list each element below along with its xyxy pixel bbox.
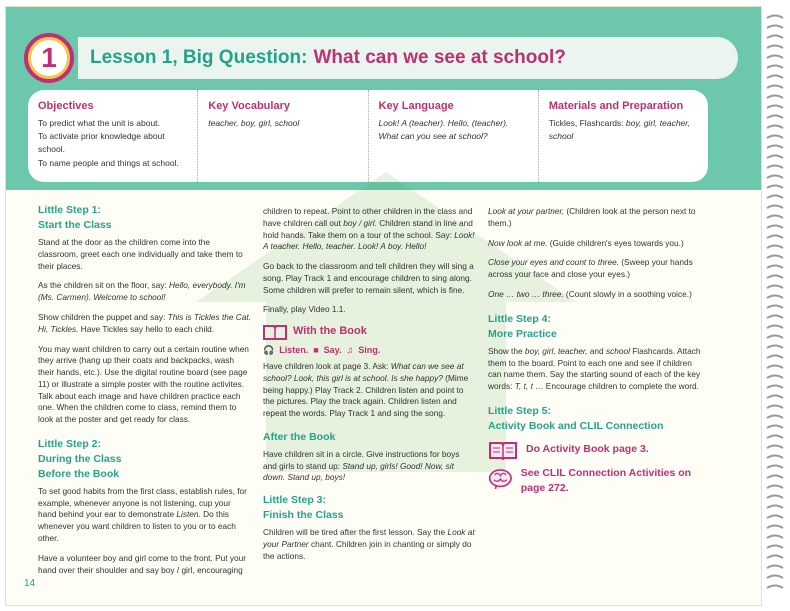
text: (Sweep your hands across your face and close your eyes.) [488, 257, 693, 280]
objectives-heading: Objectives [38, 100, 94, 112]
spiral-coil [767, 556, 783, 559]
lesson-title-bar [78, 37, 738, 79]
materials-column [539, 90, 708, 182]
spiral-coil [767, 146, 783, 149]
lesson-label: Lesson 1, Big Question: [90, 47, 308, 68]
column-3 [488, 206, 703, 502]
lesson-info-box [28, 90, 708, 182]
spiral-coil [767, 36, 783, 39]
text: Show the [488, 345, 525, 356]
text-italic: Close your eyes and count to three. [488, 257, 619, 268]
objective-item: To name people and things at school. [38, 157, 179, 168]
language-text: Look! A (teacher). Hello, (teacher). What can you see at school? [378, 118, 509, 142]
brain-icon [488, 466, 513, 492]
text: and [587, 345, 606, 356]
with-book-heading [263, 324, 475, 340]
text-italic: Look at your partner, [488, 206, 565, 216]
paragraph [38, 312, 251, 336]
materials-text [549, 117, 698, 143]
text-italic: T, t, t … [514, 381, 544, 392]
spiral-coil [767, 296, 783, 299]
text: (Mime being happy.) Play Track 2. Children listen and point to the pictures. Play the track again. Children listen and repeat the words. Play Track 1 and sing the song. [263, 372, 469, 419]
spiral-coil [767, 386, 783, 389]
text: Flashcards. Attach them to the board. Point to each one and see if children can name them. Say the starting sound of each of the key words: [488, 345, 701, 392]
text-italic: boy / girl. [343, 217, 377, 228]
spiral-coil [767, 126, 783, 129]
paragraph [263, 206, 475, 253]
open-book-icon [263, 324, 287, 340]
spiral-coil [767, 266, 783, 269]
spiral-coil [767, 396, 783, 399]
after-book-heading: After the Book [263, 430, 336, 443]
spiral-coil [767, 136, 783, 139]
step4-subtitle: More Practice [488, 327, 557, 340]
with-book-label: With the Book [293, 325, 367, 338]
spiral-coil [767, 166, 783, 169]
text: Have children sit in a circle. Give instructions for boys and girls to stand up: [263, 448, 460, 471]
activity-book-icon [488, 440, 518, 460]
spiral-coil [767, 356, 783, 359]
spiral-coil [767, 316, 783, 319]
spiral-coil [767, 366, 783, 369]
vocabulary-column [198, 90, 368, 182]
spiral-coil [767, 26, 783, 29]
spiral-coil [767, 526, 783, 529]
step1-title: Little Step 1: [38, 204, 102, 216]
spiral-coil [767, 86, 783, 89]
text-italic: Stand up, girls! Good! Now, sit down. Stand up, boys! [263, 460, 454, 483]
vocabulary-heading: Key Vocabulary [208, 100, 290, 112]
page-number: 14 [24, 578, 36, 589]
spiral-coil [767, 286, 783, 289]
column-2 [263, 206, 475, 571]
step2-title: Little Step 2: [38, 437, 102, 450]
spiral-coil [767, 256, 783, 259]
spiral-coil [767, 566, 783, 569]
step2-subtitle-2: Before the Book [38, 468, 120, 480]
paragraph [263, 527, 475, 562]
paragraph [488, 238, 703, 250]
listen-label: Listen. [279, 345, 309, 356]
spiral-coil [767, 406, 783, 409]
text-italic: This is Tickles the Cat. Hi, Tickles. [38, 311, 252, 334]
say-label: Say. [323, 345, 342, 356]
materials-italic: boy, girl, teacher, school [548, 118, 691, 142]
paragraph [263, 361, 475, 420]
text: To set good habits from the first class, establish rules, for example, whenever anyone is not listening, cup your hand behind your ear to demonstrate [38, 485, 247, 520]
text: Encourage children to complete the word. [543, 381, 699, 392]
spiral-coil [767, 196, 783, 199]
text-italic: Look! A teacher. Hello, teacher. Look! A boy. Hello! [263, 229, 475, 252]
spiral-coil [767, 306, 783, 309]
text: Children stand in line and hold hands. Take them on a tour of the school. Say: [263, 217, 473, 240]
lesson-number-badge [24, 33, 74, 83]
spiral-coil [767, 206, 783, 209]
paragraph [38, 280, 251, 304]
spiral-coil [767, 536, 783, 539]
activity-book-text: Do Activity Book page 3. [526, 443, 649, 456]
step3-subtitle: Finish the Class [263, 509, 344, 522]
spiral-coil [767, 586, 783, 589]
objectives-column [28, 90, 198, 182]
spiral-coil [767, 466, 783, 469]
spiral-coil [767, 336, 783, 339]
spiral-coil [767, 376, 783, 379]
spiral-coil [767, 76, 783, 79]
paragraph: Have a volunteer boy and girl come to the front. Put your hand over their shoulder and say boy / girl, encouraging [38, 552, 246, 575]
text-italic: One … two … three. [488, 288, 564, 299]
spiral-coil [767, 176, 783, 179]
paragraph [488, 206, 703, 230]
lesson-number: 1 [41, 42, 57, 73]
language-heading: Key Language [378, 100, 454, 112]
text: Children will be tired after the first lesson. Say the [263, 527, 448, 538]
step5-subtitle: Activity Book and CLIL Connection [488, 419, 664, 432]
text: Have children look at page 3. Ask: [263, 361, 391, 372]
clil-text: See CLIL Connection Activities on page 272. [520, 466, 692, 494]
spiral-coil [767, 216, 783, 219]
step2-subtitle-1: During the Class [38, 453, 122, 466]
paragraph: Go back to the classroom and tell children they will sing a song. Play Track 1 and encourage children to sing along. Some children will prefer to remain silent, which is fine. [263, 261, 474, 295]
spiral-coil [767, 506, 783, 509]
text-italic: Look at your Partner [263, 527, 475, 549]
paragraph: Finally, play Video 1.1. [263, 304, 346, 315]
text-italic: Hello, everybody. I'm (Ms. Carmen). Welcome to school! [38, 280, 246, 303]
step5-title: Little Step 5: [488, 404, 552, 417]
language-column [369, 90, 539, 182]
speech-bubble-icon: ■ [313, 345, 319, 356]
sing-label: Sing. [358, 345, 381, 356]
spiral-coil [767, 436, 783, 439]
headphones-icon: 🎧 [263, 345, 275, 356]
step1-subtitle: Start the Class [38, 219, 112, 232]
spiral-coil [767, 496, 783, 499]
spiral-coil [767, 476, 783, 479]
spiral-coil [767, 416, 783, 419]
spiral-coil [767, 456, 783, 459]
materials-heading: Materials and Preparation [548, 100, 684, 112]
text: Have Tickles say hello to each child. [78, 323, 215, 334]
spiral-coil [767, 116, 783, 119]
text: (Children look at the person next to them.) [488, 206, 696, 228]
paragraph [488, 257, 703, 281]
text: (Count slowly in a soothing voice.) [563, 288, 692, 299]
spiral-coil [767, 16, 783, 19]
spiral-coil [767, 56, 783, 59]
text: (Guide children's eyes towards you.) [547, 237, 684, 248]
spiral-coil [767, 156, 783, 159]
big-question: What can we see at school? [313, 47, 566, 68]
spiral-coil [767, 326, 783, 329]
text-italic: Listen. [176, 509, 201, 520]
vocabulary-text: teacher, boy, girl, school [208, 118, 300, 129]
text: chant. Children join in chanting or simply do the actions. [263, 538, 472, 561]
spiral-coil [767, 446, 783, 449]
text: Show children the puppet and say: [38, 311, 168, 322]
spiral-coil [767, 226, 783, 229]
paragraph: You may want children to carry out a certain routine when they arrive (hang up their coats and backpacks, wash their hands, etc.). Use the digital routine board (see page 11) or illustrate a simple poster with the routine activites. Talk about each image and have children practice each one. When the children come to class, remind them to look at the poster and get ready for class. [38, 343, 249, 425]
paragraph [488, 289, 703, 301]
text-italic: school [605, 345, 630, 356]
spiral-coil [767, 246, 783, 249]
spiral-coil [767, 546, 783, 549]
spiral-coil [767, 186, 783, 189]
materials-plain: Tickles, Flashcards: [548, 118, 626, 129]
spiral-coil [767, 486, 783, 489]
text: Do this whenever you want children to listen to you or to each other. [38, 509, 236, 544]
spiral-coil [767, 96, 783, 99]
spiral-coil [767, 346, 783, 349]
spiral-coil [767, 46, 783, 49]
text: children to repeat. Point to other children in the class and have children call out [263, 206, 473, 228]
spiral-coil [767, 276, 783, 279]
objective-item: To predict what the unit is about. [38, 118, 160, 129]
text-italic: boy, girl, teacher, [524, 345, 588, 356]
spiral-coil [767, 576, 783, 579]
text: As the children sit on the floor, say: [38, 280, 169, 291]
step4-title: Little Step 4: [488, 312, 552, 325]
paragraph: Stand at the door as the children come into the classroom, greet each one individually and take them to their places. [38, 237, 243, 271]
spiral-coil [767, 106, 783, 109]
lesson-page [5, 6, 762, 606]
activity-book-row [488, 440, 703, 460]
text-italic: What can we see at school? Look, this girl is at school. Is she happy? [263, 361, 464, 383]
paragraph [38, 486, 251, 545]
spiral-binding [765, 10, 785, 600]
text-italic: Now look at me. [488, 237, 548, 248]
objective-item: To activate prior knowledge about school. [38, 131, 165, 155]
listen-say-sing [263, 344, 475, 357]
spiral-coil [767, 426, 783, 429]
paragraph [488, 346, 703, 393]
paragraph [263, 449, 475, 484]
spiral-coil [767, 236, 783, 239]
column-1 [38, 204, 251, 584]
clil-row [488, 466, 703, 496]
spiral-coil [767, 516, 783, 519]
spiral-coil [767, 66, 783, 69]
music-note-icon: ♫ [346, 345, 354, 356]
step3-title: Little Step 3: [263, 494, 327, 507]
